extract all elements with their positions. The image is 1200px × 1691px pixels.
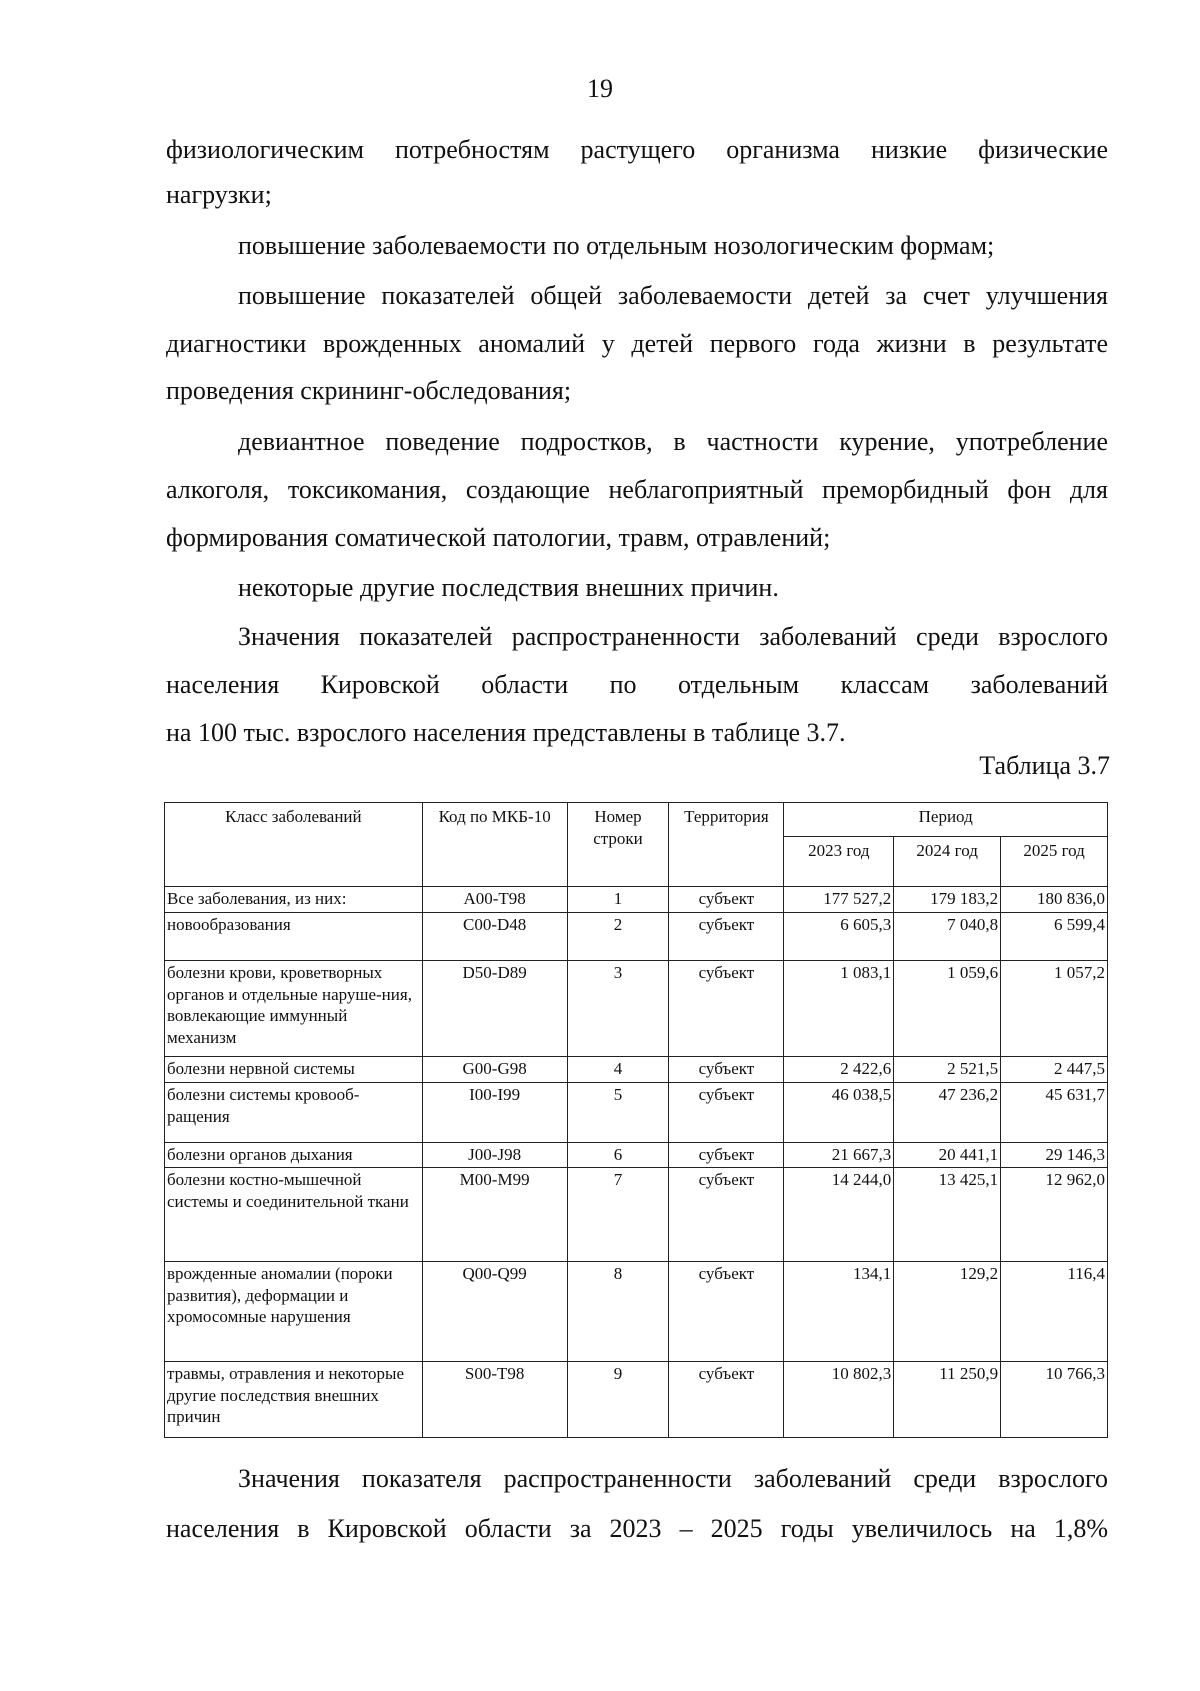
- paragraph-line: физиологическим потребностям растущего организма низкие физические: [166, 135, 1108, 164]
- paragraph-line: некоторые другие последствия внешних причин.: [238, 573, 779, 602]
- cell-value-2024: 11 250,9: [894, 1362, 1001, 1438]
- cell-value-2023: 134,1: [784, 1262, 894, 1362]
- table-row: [165, 1057, 1108, 1083]
- cell-value-2024: 20 441,1: [894, 1143, 1001, 1168]
- cell-value-2023: 14 244,0: [784, 1168, 894, 1262]
- table-row: [165, 1168, 1108, 1262]
- cell-value-2024: 129,2: [894, 1262, 1001, 1362]
- cell-territory: субъект: [669, 1168, 784, 1262]
- cell-row-number: 6: [567, 1143, 669, 1168]
- cell-row-number: 3: [567, 961, 669, 1057]
- cell-territory: субъект: [669, 1362, 784, 1438]
- cell-territory: субъект: [669, 913, 784, 961]
- table-row: [165, 913, 1108, 961]
- cell-icd-code: J00-J98: [422, 1143, 567, 1168]
- table-row: [165, 887, 1108, 913]
- cell-value-2024: 7 040,8: [894, 913, 1001, 961]
- paragraph-line: проведения скрининг-обследования;: [166, 376, 572, 405]
- cell-territory: субъект: [669, 961, 784, 1057]
- cell-value-2023: 2 422,6: [784, 1057, 894, 1083]
- cell-disease-class: болезни системы кровооб-ращения: [165, 1083, 423, 1143]
- cell-territory: субъект: [669, 1083, 784, 1143]
- cell-icd-code: S00-T98: [422, 1362, 567, 1438]
- cell-disease-class: Все заболевания, из них:: [165, 887, 423, 913]
- cell-icd-code: M00-M99: [422, 1168, 567, 1262]
- table-row: [165, 1362, 1108, 1438]
- paragraph-line: формирования соматической патологии, травм, отравлений;: [166, 523, 831, 552]
- cell-value-2025: 180 836,0: [1001, 887, 1108, 913]
- cell-value-2025: 2 447,5: [1001, 1057, 1108, 1083]
- cell-disease-class: болезни костно-мышечной системы и соединительной ткани: [165, 1168, 423, 1262]
- cell-value-2025: 10 766,3: [1001, 1362, 1108, 1438]
- cell-value-2023: 1 083,1: [784, 961, 894, 1057]
- cell-icd-code: A00-T98: [422, 887, 567, 913]
- cell-value-2024: 179 183,2: [894, 887, 1001, 913]
- cell-value-2025: 12 962,0: [1001, 1168, 1108, 1262]
- cell-value-2023: 177 527,2: [784, 887, 894, 913]
- paragraph-line: алкоголя, токсикомания, создающие неблагоприятный преморбидный фон для: [166, 475, 1108, 504]
- header-territory: Территория: [669, 803, 784, 887]
- paragraph-line: населения в Кировской области за 2023 – 2025 годы увеличилось на 1,8%: [166, 1514, 1108, 1543]
- page-number: 19: [587, 74, 613, 103]
- cell-row-number: 2: [567, 913, 669, 961]
- paragraph-line: повышение заболеваемости по отдельным нозологическим формам;: [238, 231, 995, 260]
- cell-value-2025: 1 057,2: [1001, 961, 1108, 1057]
- paragraph-line: нагрузки;: [166, 180, 272, 209]
- cell-disease-class: врожденные аномалии (пороки развития), деформации и хромосомные нарушения: [165, 1262, 423, 1362]
- paragraph-line: девиантное поведение подростков, в частности курение, употребление: [238, 427, 1108, 456]
- table-row: [165, 1143, 1108, 1168]
- paragraph-line: Значения показателей распространенности заболеваний среди взрослого: [238, 622, 1108, 651]
- disease-prevalence-table: [164, 802, 1108, 1438]
- cell-value-2023: 21 667,3: [784, 1143, 894, 1168]
- header-period: Период: [784, 803, 1108, 837]
- paragraph-line: диагностики врожденных аномалий у детей первого года жизни в результате: [166, 329, 1108, 358]
- cell-disease-class: травмы, отравления и некоторые другие последствия внешних причин: [165, 1362, 423, 1438]
- cell-disease-class: болезни крови, кроветворных органов и отдельные наруше-ния, вовлекающие иммунный механизм: [165, 961, 423, 1057]
- cell-icd-code: G00-G98: [422, 1057, 567, 1083]
- cell-icd-code: C00-D48: [422, 913, 567, 961]
- cell-value-2025: 116,4: [1001, 1262, 1108, 1362]
- cell-value-2025: 45 631,7: [1001, 1083, 1108, 1143]
- paragraph-line: Значения показателя распространенности заболеваний среди взрослого: [238, 1464, 1108, 1493]
- cell-icd-code: D50-D89: [422, 961, 567, 1057]
- table-row: [165, 961, 1108, 1057]
- paragraph-line: населения Кировской области по отдельным классам заболеваний: [166, 670, 1108, 699]
- cell-value-2025: 29 146,3: [1001, 1143, 1108, 1168]
- table-caption: Таблица 3.7: [979, 751, 1110, 780]
- cell-row-number: 1: [567, 887, 669, 913]
- cell-value-2023: 10 802,3: [784, 1362, 894, 1438]
- cell-territory: субъект: [669, 887, 784, 913]
- cell-row-number: 7: [567, 1168, 669, 1262]
- cell-value-2024: 47 236,2: [894, 1083, 1001, 1143]
- cell-disease-class: болезни нервной системы: [165, 1057, 423, 1083]
- cell-icd-code: I00-I99: [422, 1083, 567, 1143]
- header-class: Класс заболеваний: [165, 803, 423, 887]
- paragraph-line: повышение показателей общей заболеваемости детей за счет улучшения: [238, 281, 1108, 310]
- cell-icd-code: Q00-Q99: [422, 1262, 567, 1362]
- cell-disease-class: новообразования: [165, 913, 423, 961]
- table-row: [165, 1262, 1108, 1362]
- header-2025: 2025 год: [1001, 837, 1108, 887]
- cell-disease-class: болезни органов дыхания: [165, 1143, 423, 1168]
- cell-territory: субъект: [669, 1057, 784, 1083]
- cell-row-number: 8: [567, 1262, 669, 1362]
- table-row: [165, 1083, 1108, 1143]
- cell-territory: субъект: [669, 1262, 784, 1362]
- cell-value-2025: 6 599,4: [1001, 913, 1108, 961]
- cell-row-number: 4: [567, 1057, 669, 1083]
- header-code: Код по МКБ-10: [422, 803, 567, 887]
- cell-value-2023: 6 605,3: [784, 913, 894, 961]
- cell-row-number: 5: [567, 1083, 669, 1143]
- header-2023: 2023 год: [784, 837, 894, 887]
- cell-value-2024: 1 059,6: [894, 961, 1001, 1057]
- paragraph-line: на 100 тыс. взрослого населения представлены в таблице 3.7.: [166, 718, 846, 747]
- cell-row-number: 9: [567, 1362, 669, 1438]
- header-row-number: Номер строки: [567, 803, 669, 887]
- cell-value-2023: 46 038,5: [784, 1083, 894, 1143]
- cell-value-2024: 13 425,1: [894, 1168, 1001, 1262]
- cell-territory: субъект: [669, 1143, 784, 1168]
- header-2024: 2024 год: [894, 837, 1001, 887]
- cell-value-2024: 2 521,5: [894, 1057, 1001, 1083]
